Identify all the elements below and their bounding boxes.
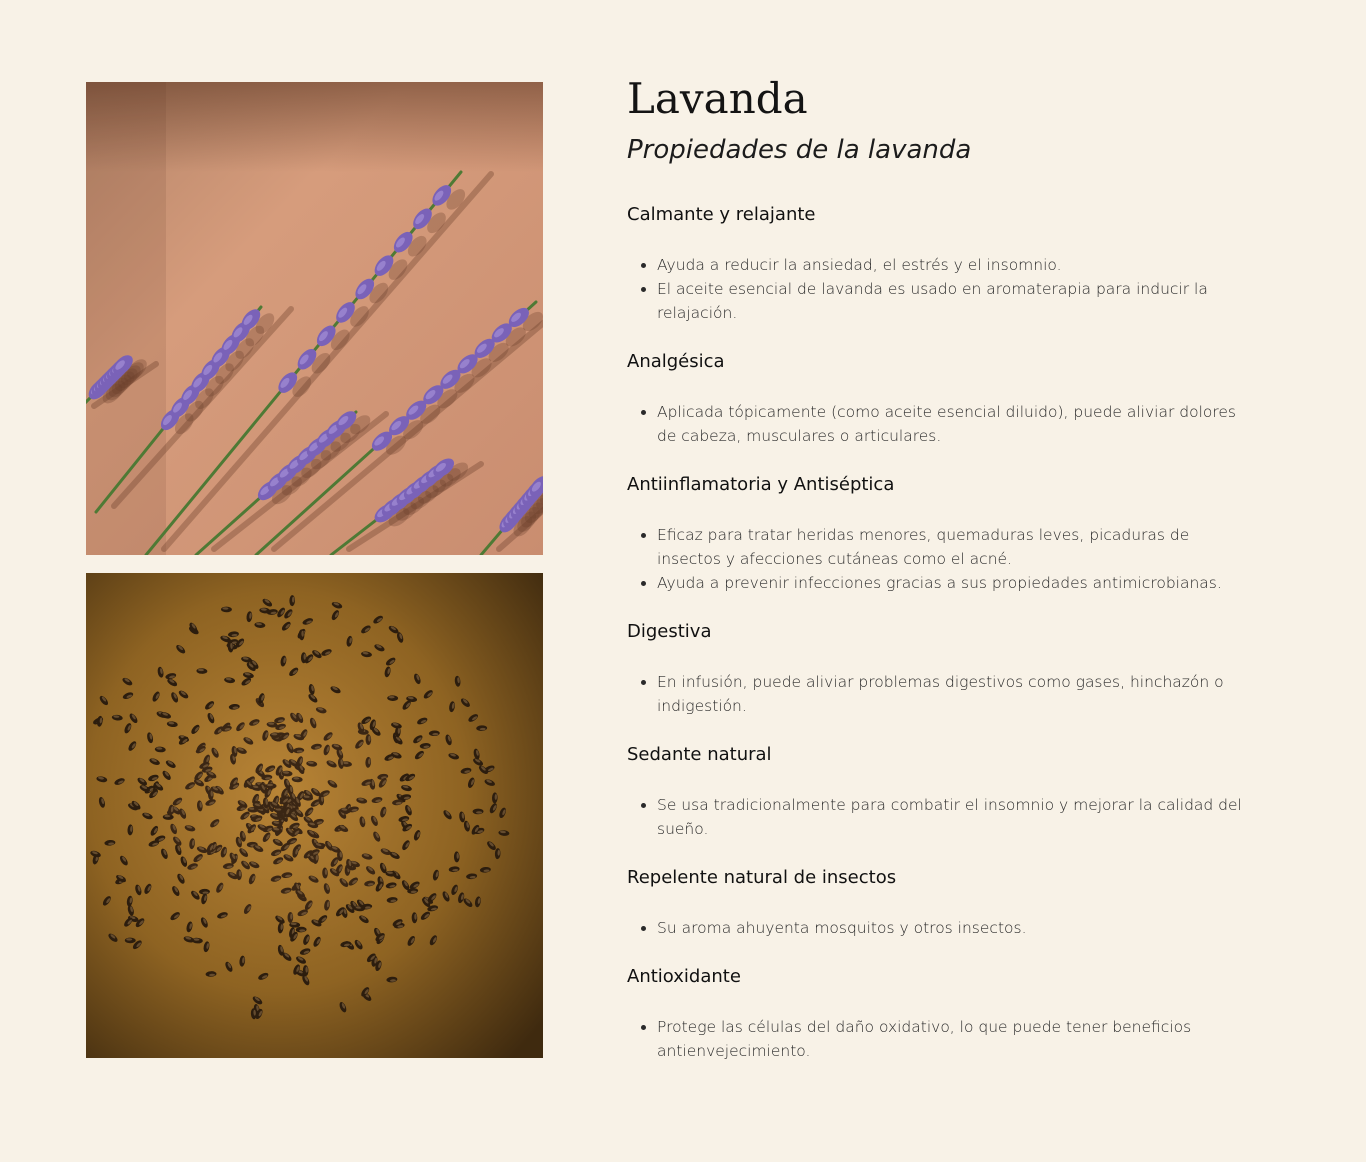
content-column (627, 72, 1257, 1088)
list-item: • Se usa tradicionalmente para combatir el insomnio y mejorar la calidad del sueño. (657, 793, 1257, 841)
section-heading: Calmante y relajante (627, 204, 816, 225)
property-section (627, 743, 1257, 841)
lavender-seeds-image (86, 573, 543, 1058)
lavender-sprigs-image (86, 82, 543, 555)
list-item: • El aceite esencial de lavanda es usado en aromaterapia para inducir la relajación. (657, 277, 1257, 325)
property-section (627, 473, 1257, 595)
lavender-seeds-illustration (86, 573, 543, 1058)
list-item: • Ayuda a reducir la ansiedad, el estrés y el insomnio. (657, 253, 1257, 277)
section-bullet-list (627, 400, 1257, 448)
property-section (627, 620, 1257, 718)
section-heading: Analgésica (627, 351, 725, 372)
section-heading: Antiinflamatoria y Antiséptica (627, 474, 895, 495)
page-subtitle: Propiedades de la lavanda (627, 135, 972, 165)
section-heading: Sedante natural (627, 744, 772, 765)
list-item: • Eficaz para tratar heridas menores, quemaduras leves, picaduras de insectos y afecciones cutáneas como el acné. (657, 523, 1257, 571)
section-bullet-list (627, 523, 1257, 595)
section-heading: Antioxidante (627, 966, 741, 987)
section-heading: Digestiva (627, 621, 712, 642)
list-item: • Aplicada tópicamente (como aceite esencial diluido), puede aliviar dolores de cabeza, musculares o articulares. (657, 400, 1257, 448)
property-section (627, 350, 1257, 448)
section-bullet-list (627, 253, 1257, 325)
section-bullet-list (627, 670, 1257, 718)
properties-list (627, 203, 1257, 1063)
list-item: • Protege las células del daño oxidativo, lo que puede tener beneficios antienvejecimiento. (657, 1015, 1257, 1063)
section-bullet-list (627, 916, 1257, 940)
list-item: • En infusión, puede aliviar problemas digestivos como gases, hinchazón o indigestión. (657, 670, 1257, 718)
lavender-sprigs-illustration (86, 82, 543, 555)
section-bullet-list (627, 793, 1257, 841)
page-title: Lavanda (627, 74, 808, 123)
property-section (627, 203, 1257, 325)
list-item: • Su aroma ahuyenta mosquitos y otros insectos. (657, 916, 1257, 940)
section-bullet-list (627, 1015, 1257, 1063)
property-section (627, 965, 1257, 1063)
property-section (627, 866, 1257, 940)
section-heading: Repelente natural de insectos (627, 867, 897, 888)
list-item: • Ayuda a prevenir infecciones gracias a sus propiedades antimicrobianas. (657, 571, 1257, 595)
